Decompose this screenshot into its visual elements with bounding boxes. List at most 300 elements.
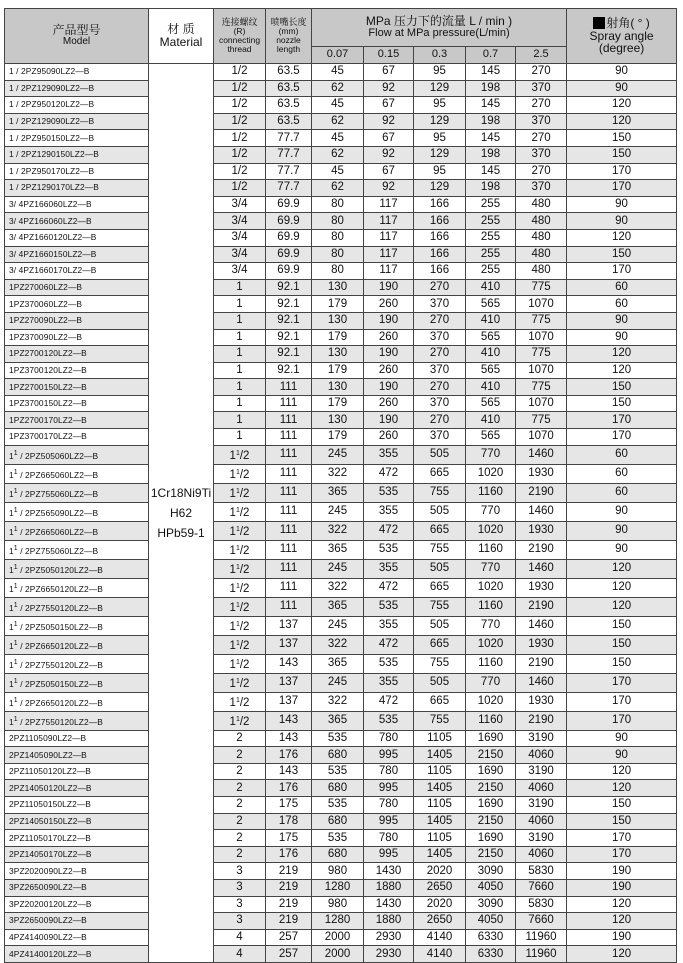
- flow-cell: 1070: [516, 362, 567, 379]
- table-row: [5, 946, 677, 963]
- thread-whole: 1: [229, 677, 236, 690]
- flow-cell: 190: [364, 312, 414, 329]
- thread-value: 3/4: [231, 264, 248, 277]
- model-cell: [5, 346, 149, 363]
- thread-cell: [214, 445, 266, 464]
- table-row: [5, 429, 677, 446]
- flow-cell: 1430: [364, 863, 414, 880]
- model-cell: [5, 797, 149, 814]
- thread-header-en2: thread: [227, 44, 252, 55]
- nozzle-length-cell: 111: [266, 412, 312, 429]
- flow-cell: 1460: [516, 673, 567, 692]
- flow-cell: 472: [364, 692, 414, 711]
- flow-cell: 1405: [414, 813, 466, 830]
- flow-cell: 472: [364, 578, 414, 597]
- flow-cell: 410: [466, 279, 516, 296]
- table-row: [5, 797, 677, 814]
- flow-cell: 4050: [466, 913, 516, 930]
- thread-cell: [214, 673, 266, 692]
- nozzle-length-cell: 111: [266, 502, 312, 521]
- table-row: [5, 780, 677, 797]
- thread-cell: [214, 296, 266, 313]
- flow-cell: 45: [312, 97, 364, 114]
- thread-whole: 1: [229, 525, 236, 538]
- spray-angle-cell: 90: [567, 521, 677, 540]
- nozzle-length-cell: 111: [266, 464, 312, 483]
- thread-cell: [214, 813, 266, 830]
- flow-cell: 370: [414, 429, 466, 446]
- thread-fraction-num: 1: [235, 563, 240, 571]
- flow-cell: 370: [414, 329, 466, 346]
- flow-cell: 1070: [516, 395, 567, 412]
- thread-value: 2: [236, 781, 243, 794]
- table-row: [5, 540, 677, 559]
- model-cell: $1^1$ / 2PZ7550120LZ2—B: [5, 711, 149, 730]
- flow-cell: 1690: [466, 763, 516, 780]
- thread-cell: [214, 113, 266, 130]
- thread-header-en1: connecting: [218, 35, 261, 46]
- flow-cell: 1020: [466, 521, 516, 540]
- thread-cell: [214, 362, 266, 379]
- flow-cell: 370: [516, 180, 567, 197]
- flow-cell: 1405: [414, 747, 466, 764]
- flow-cell: 179: [312, 296, 364, 313]
- thread-fraction-num: 1: [235, 696, 240, 704]
- model-code: / 2PZ6650120LZ2—B: [17, 640, 103, 651]
- thread-value: /2: [239, 506, 250, 519]
- table-row: [5, 673, 677, 692]
- spray-angle-cell: 120: [567, 597, 677, 616]
- model-cell: [5, 429, 149, 446]
- spray-angle-cell: 170: [567, 711, 677, 730]
- nozzle-length-cell: 137: [266, 692, 312, 711]
- model-code: 3PZ2650090LZ2—B: [9, 882, 87, 893]
- spray-angle-header: [567, 9, 677, 64]
- flow-cell: 780: [364, 763, 414, 780]
- model-cell: [5, 946, 149, 963]
- flow-cell: 2190: [516, 483, 567, 502]
- thread-cell: [214, 830, 266, 847]
- nozzle-length-cell: 143: [266, 763, 312, 780]
- model-cell: [5, 246, 149, 263]
- flow-cell: 260: [364, 362, 414, 379]
- model-prefix: 1: [9, 450, 14, 461]
- flow-cell: 755: [414, 483, 466, 502]
- thread-fraction-num: 1: [235, 582, 240, 590]
- thread-value: 1/2: [231, 98, 248, 111]
- flow-cell: 322: [312, 578, 364, 597]
- spray-angle-cell: 120: [567, 578, 677, 597]
- model-code: 4PZ4140090LZ2—B: [9, 932, 87, 943]
- flow-cell: 355: [364, 673, 414, 692]
- flow-cell: 355: [364, 616, 414, 635]
- flow-cell: 270: [414, 379, 466, 396]
- spray-angle-cell: 90: [567, 747, 677, 764]
- flow-cell: 245: [312, 502, 364, 521]
- flow-cell: 370: [516, 146, 567, 163]
- flow-cell: 4060: [516, 747, 567, 764]
- table-row: [5, 464, 677, 483]
- flow-header-zh: MPa 压力下的流量 L / min ): [365, 14, 513, 29]
- model-cell: [5, 213, 149, 230]
- spray-angle-cell: 150: [567, 395, 677, 412]
- flow-cell: 179: [312, 329, 364, 346]
- flow-cell: 1280: [312, 880, 364, 897]
- model-cell: [5, 830, 149, 847]
- spec-table-container: [4, 8, 677, 963]
- table-row: [5, 395, 677, 412]
- spray-angle-cell: 170: [567, 673, 677, 692]
- flow-cell: 365: [312, 654, 364, 673]
- spray-angle-cell: 170: [567, 429, 677, 446]
- flow-cell: 198: [466, 113, 516, 130]
- flow-cell: 3190: [516, 797, 567, 814]
- thread-value: /2: [239, 525, 250, 538]
- table-row: [5, 412, 677, 429]
- table-row: [5, 880, 677, 897]
- table-row: [5, 346, 677, 363]
- flow-cell: 45: [312, 130, 364, 147]
- black-square-icon: [593, 17, 605, 29]
- nozzle-length-cell: 111: [266, 559, 312, 578]
- thread-value: 4: [236, 931, 243, 944]
- flow-cell: 67: [364, 163, 414, 180]
- model-code: 1 / 2PZ95090LZ2—B: [9, 66, 90, 77]
- spray-angle-cell: 150: [567, 635, 677, 654]
- thread-value: 1/2: [231, 148, 248, 161]
- flow-cell: 166: [414, 263, 466, 280]
- flow-cell: 2020: [414, 863, 466, 880]
- flow-cell: 755: [414, 711, 466, 730]
- flow-cell: 355: [364, 445, 414, 464]
- pressure-header-cell: 0.3: [414, 47, 466, 64]
- flow-cell: 565: [466, 362, 516, 379]
- model-cell: [5, 279, 149, 296]
- flow-cell: 179: [312, 429, 364, 446]
- flow-cell: 130: [312, 346, 364, 363]
- table-row: [5, 635, 677, 654]
- flow-cell: 1020: [466, 578, 516, 597]
- model-cell: $1^1$ / 2PZ5050120LZ2—B: [5, 559, 149, 578]
- thread-value: 3/4: [231, 231, 248, 244]
- nozzle-length-cell: 257: [266, 946, 312, 963]
- material-header: [149, 9, 214, 64]
- model-cell: $1^1$ / 2PZ7550120LZ2—B: [5, 654, 149, 673]
- thread-cell: [214, 597, 266, 616]
- flow-cell: 1690: [466, 830, 516, 847]
- flow-cell: 480: [516, 229, 567, 246]
- spray-angle-cell: 150: [567, 654, 677, 673]
- flow-cell: 270: [414, 346, 466, 363]
- flow-cell: 780: [364, 797, 414, 814]
- flow-cell: 130: [312, 412, 364, 429]
- model-prefix: 1: [9, 583, 14, 594]
- flow-cell: 92: [364, 80, 414, 97]
- flow-cell: 665: [414, 578, 466, 597]
- spray-angle-cell: 120: [567, 362, 677, 379]
- flow-cell: 2190: [516, 711, 567, 730]
- material-line: H62: [169, 505, 192, 520]
- thread-cell: [214, 521, 266, 540]
- flow-cell: 1020: [466, 692, 516, 711]
- flow-cell: 2650: [414, 913, 466, 930]
- thread-value: 1: [236, 380, 243, 393]
- model-code: / 2PZ505060LZ2—B: [17, 450, 99, 461]
- spray-angle-cell: 120: [567, 229, 677, 246]
- flow-cell: 5830: [516, 863, 567, 880]
- spray-angle-title: [567, 17, 676, 30]
- flow-cell: 4060: [516, 846, 567, 863]
- flow-cell: 2150: [466, 813, 516, 830]
- flow-cell: 95: [414, 64, 466, 81]
- model-prefix: 1: [9, 659, 14, 670]
- flow-cell: 198: [466, 180, 516, 197]
- model-code: 1 / 2PZ1290150LZ2—B: [9, 149, 99, 160]
- thread-cell: [214, 64, 266, 81]
- model-cell: $1^1$ / 2PZ755060LZ2—B: [5, 483, 149, 502]
- flow-cell: 6330: [466, 929, 516, 946]
- flow-cell: 1405: [414, 846, 466, 863]
- flow-cell: 67: [364, 130, 414, 147]
- thread-header: [214, 9, 266, 64]
- model-code: 3PZ20200120LZ2—B: [9, 898, 92, 909]
- model-cell: [5, 312, 149, 329]
- flow-cell: 535: [312, 797, 364, 814]
- thread-value: 3/4: [231, 247, 248, 260]
- nozzle-length-cell: 92.1: [266, 312, 312, 329]
- thread-fraction-num: 1: [235, 715, 240, 723]
- pressure-header-cell: 0.07: [312, 47, 364, 64]
- flow-cell: 370: [414, 362, 466, 379]
- flow-cell: 260: [364, 296, 414, 313]
- spray-angle-cell: 60: [567, 279, 677, 296]
- table-row: [5, 97, 677, 114]
- flow-cell: 1160: [466, 540, 516, 559]
- model-code: 3PZ2020090LZ2—B: [9, 865, 87, 876]
- flow-cell: 370: [414, 296, 466, 313]
- model-code: 1PZ3700170LZ2—B: [9, 431, 87, 442]
- model-code: 2PZ1405090LZ2—B: [9, 749, 87, 760]
- flow-cell: 2150: [466, 780, 516, 797]
- thread-value: 1: [236, 413, 243, 426]
- model-cell: [5, 362, 149, 379]
- flow-cell: 1405: [414, 780, 466, 797]
- flow-cell: 95: [414, 130, 466, 147]
- flow-cell: 410: [466, 379, 516, 396]
- spray-angle-cell: 90: [567, 502, 677, 521]
- thread-cell: [214, 80, 266, 97]
- thread-whole: 1: [229, 582, 236, 595]
- flow-cell: 535: [364, 483, 414, 502]
- flow-cell: 80: [312, 263, 364, 280]
- spray-angle-cell: 170: [567, 692, 677, 711]
- table-row: [5, 896, 677, 913]
- thread-header-r: (R): [233, 26, 246, 37]
- model-prefix: 1: [9, 526, 14, 537]
- thread-cell: [214, 929, 266, 946]
- thread-cell: [214, 635, 266, 654]
- spray-angle-cell: 170: [567, 846, 677, 863]
- thread-whole: 1: [229, 449, 236, 462]
- model-code: 3PZ2650090LZ2—B: [9, 915, 87, 926]
- model-cell: [5, 113, 149, 130]
- thread-fraction-num: 1: [235, 639, 240, 647]
- thread-value: 1: [236, 330, 243, 343]
- flow-cell: 665: [414, 692, 466, 711]
- pressure-header-cell: 2.5: [516, 47, 567, 64]
- thread-whole: 1: [229, 601, 236, 614]
- model-prefix: 1: [9, 469, 14, 480]
- spray-angle-cell: 150: [567, 246, 677, 263]
- nozzle-length-cell: 111: [266, 429, 312, 446]
- table-row: [5, 929, 677, 946]
- flow-cell: 322: [312, 692, 364, 711]
- model-code: 1PZ270060LZ2—B: [9, 282, 83, 293]
- flow-cell: 1105: [414, 830, 466, 847]
- thread-value: /2: [239, 487, 250, 500]
- table-row: [5, 312, 677, 329]
- flow-cell: 166: [414, 229, 466, 246]
- model-cell: [5, 763, 149, 780]
- flow-cell: 62: [312, 146, 364, 163]
- flow-cell: 11960: [516, 946, 567, 963]
- model-cell: [5, 80, 149, 97]
- model-cell: [5, 196, 149, 213]
- spray-angle-cell: 120: [567, 780, 677, 797]
- table-row: [5, 616, 677, 635]
- model-cell: [5, 412, 149, 429]
- model-code: / 2PZ7550120LZ2—B: [17, 659, 103, 670]
- table-row: [5, 597, 677, 616]
- flow-cell: 665: [414, 635, 466, 654]
- spray-angle-cell: 120: [567, 763, 677, 780]
- flow-cell: 535: [364, 540, 414, 559]
- table-row: [5, 362, 677, 379]
- thread-value: 1: [236, 397, 243, 410]
- table-row: [5, 863, 677, 880]
- nozzle-length-cell: 143: [266, 730, 312, 747]
- flow-cell: 565: [466, 296, 516, 313]
- table-row: [5, 246, 677, 263]
- flow-cell: 980: [312, 863, 364, 880]
- flow-cell: 129: [414, 113, 466, 130]
- thread-fraction-num: 1: [235, 544, 240, 552]
- flow-cell: 190: [364, 346, 414, 363]
- model-header: [5, 9, 149, 64]
- table-row: [5, 64, 677, 81]
- flow-cell: 4060: [516, 813, 567, 830]
- flow-cell: 62: [312, 113, 364, 130]
- nozzle-length-cell: 137: [266, 616, 312, 635]
- flow-cell: 1460: [516, 616, 567, 635]
- thread-value: 3: [236, 881, 243, 894]
- spray-angle-cell: 150: [567, 146, 677, 163]
- flow-cell: 2930: [364, 946, 414, 963]
- thread-cell: [214, 616, 266, 635]
- flow-cell: 365: [312, 597, 364, 616]
- model-code: 1 / 2PZ950150LZ2—B: [9, 132, 95, 143]
- flow-cell: 775: [516, 379, 567, 396]
- model-code: 1PZ2700150LZ2—B: [9, 381, 87, 392]
- flow-cell: 1070: [516, 329, 567, 346]
- flow-cell: 505: [414, 445, 466, 464]
- spray-angle-cell: 150: [567, 797, 677, 814]
- flow-cell: 472: [364, 464, 414, 483]
- spray-angle-cell: 190: [567, 863, 677, 880]
- thread-cell: [214, 540, 266, 559]
- spray-angle-cell: 60: [567, 445, 677, 464]
- flow-cell: 1930: [516, 635, 567, 654]
- flow-cell: 505: [414, 616, 466, 635]
- thread-cell: [214, 896, 266, 913]
- thread-value: 1: [236, 297, 243, 310]
- flow-cell: 505: [414, 673, 466, 692]
- thread-value: 1/2: [231, 65, 248, 78]
- flow-cell: 365: [312, 711, 364, 730]
- model-code: 1 / 2PZ1290170LZ2—B: [9, 182, 99, 193]
- nozzle-length-cell: 92.1: [266, 362, 312, 379]
- flow-cell: 166: [414, 196, 466, 213]
- flow-cell: 270: [414, 279, 466, 296]
- thread-value: 2: [236, 748, 243, 761]
- thread-fraction-num: 1: [235, 677, 240, 685]
- table-row: [5, 379, 677, 396]
- model-code: / 2PZ5050150LZ2—B: [17, 621, 103, 632]
- model-cell: [5, 163, 149, 180]
- model-prefix: 1: [9, 716, 14, 727]
- model-prefix: 1: [9, 640, 14, 651]
- flow-cell: 1105: [414, 730, 466, 747]
- flow-cell: 1880: [364, 913, 414, 930]
- flow-cell: 179: [312, 395, 364, 412]
- thread-cell: [214, 229, 266, 246]
- table-row: [5, 654, 677, 673]
- model-cell: [5, 813, 149, 830]
- nozzle-length-cell: 77.7: [266, 130, 312, 147]
- flow-cell: 255: [466, 246, 516, 263]
- flow-cell: 255: [466, 213, 516, 230]
- thread-cell: [214, 730, 266, 747]
- flow-cell: 995: [364, 747, 414, 764]
- flow-cell: 95: [414, 97, 466, 114]
- model-code: 1 / 2PZ950120LZ2—B: [9, 99, 95, 110]
- flow-cell: 995: [364, 780, 414, 797]
- table-row: [5, 830, 677, 847]
- thread-value: 1/2: [231, 181, 248, 194]
- flow-cell: 980: [312, 896, 364, 913]
- spray-angle-cell: 90: [567, 329, 677, 346]
- flow-cell: 3090: [466, 863, 516, 880]
- material-header-zh: 材 质: [167, 22, 195, 37]
- flow-cell: 2930: [364, 929, 414, 946]
- flow-cell: 145: [466, 163, 516, 180]
- thread-value: 2: [236, 765, 243, 778]
- thread-cell: [214, 180, 266, 197]
- flow-cell: 260: [364, 429, 414, 446]
- flow-cell: 775: [516, 412, 567, 429]
- table-row: [5, 80, 677, 97]
- model-cell: [5, 846, 149, 863]
- table-row: [5, 730, 677, 747]
- flow-cell: 145: [466, 130, 516, 147]
- flow-cell: 166: [414, 246, 466, 263]
- flow-cell: 245: [312, 616, 364, 635]
- thread-cell: [214, 763, 266, 780]
- flow-cell: 480: [516, 196, 567, 213]
- material-line: 1Cr18Ni9Ti: [150, 485, 212, 500]
- spray-angle-cell: 90: [567, 196, 677, 213]
- model-cell: $1^1$ / 2PZ505060LZ2—B: [5, 445, 149, 464]
